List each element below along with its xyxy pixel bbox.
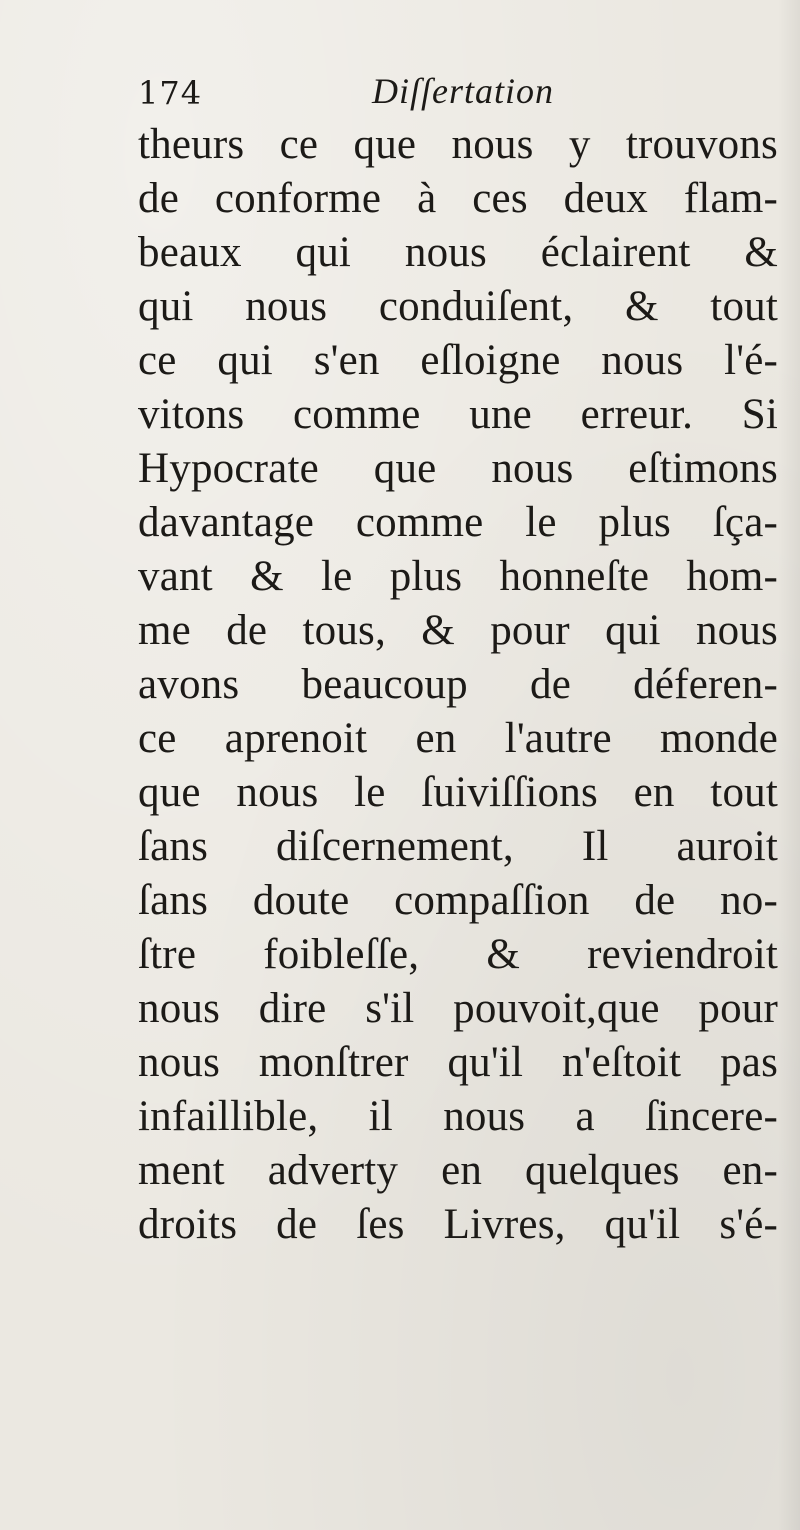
text-line: avons beaucoup de déferen- (138, 661, 778, 708)
text-line: davantage comme le plus ſça- (138, 499, 778, 546)
text-line: qui nous conduiſent, & tout (138, 283, 778, 330)
text-line: beaux qui nous éclairent & (138, 229, 778, 276)
text-line: ſans doute compaſſion de no- (138, 877, 778, 924)
text-line: nous dire s'il pouvoit,que pour (138, 985, 778, 1032)
text-line: ſans diſcernement, Il auroit (138, 823, 778, 870)
text-line: ſtre foibleſſe, & reviendroit (138, 931, 778, 978)
text-line: ce aprenoit en l'autre monde (138, 715, 778, 762)
text-line: me de tous, & pour qui nous (138, 607, 778, 654)
running-title: Diſſertation (372, 71, 554, 111)
text-line: de conforme à ces deux flam- (138, 175, 778, 222)
text-line: infaillible, il nous a ſincere- (138, 1093, 778, 1140)
text-line: ment adverty en quelques en- (138, 1147, 778, 1194)
text-line: ce qui s'en eſloigne nous l'é- (138, 337, 778, 384)
text-line: theurs ce que nous y trouvons (138, 121, 778, 168)
text-line: droits de ſes Livres, qu'il s'é- (138, 1201, 778, 1248)
text-line: Hypocrate que nous eſtimons (138, 445, 778, 492)
text-line: nous monſtrer qu'il n'eſtoit pas (138, 1039, 778, 1086)
text-line: vitons comme une erreur. Si (138, 391, 778, 438)
text-line: que nous le ſuiviſſions en tout (138, 769, 778, 816)
page-edge-shadow (778, 0, 800, 1530)
page-number: 174 (138, 74, 203, 112)
body-text (138, 118, 778, 1252)
running-head (138, 70, 758, 120)
text-line: vant & le plus honneſte hom- (138, 553, 778, 600)
